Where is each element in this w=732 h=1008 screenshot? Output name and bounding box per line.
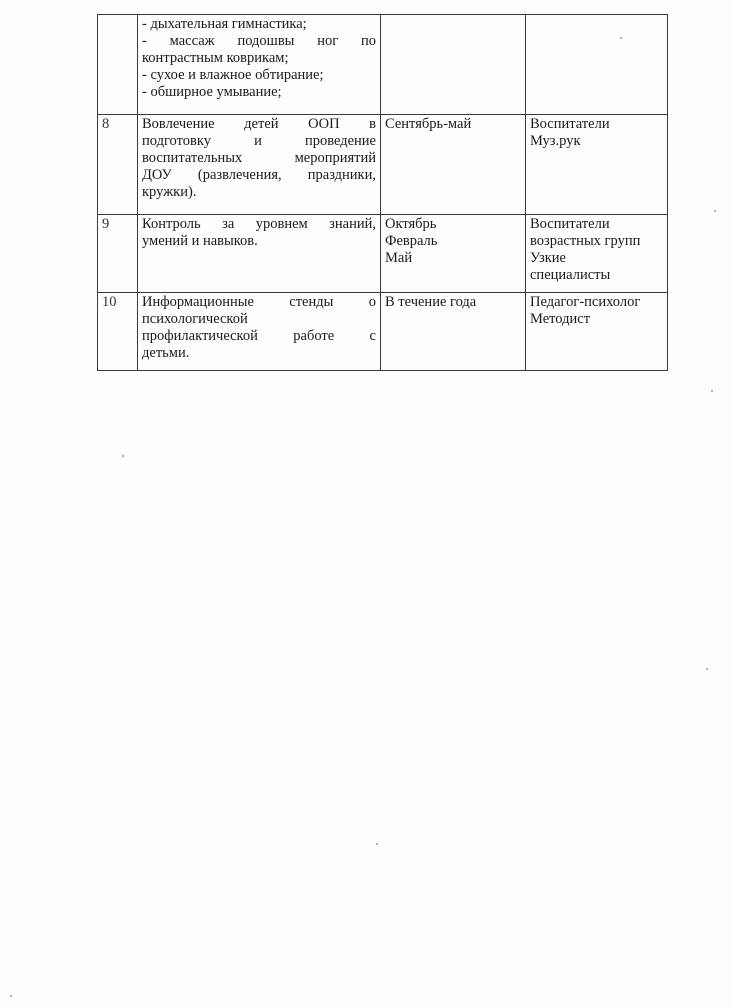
activity-line: - дыхательная гимнастика;: [142, 16, 307, 32]
responsible-cell: [526, 115, 668, 215]
responsible-line: Педагог-психолог: [530, 294, 641, 310]
activity-line: - массаж подошвы ног по: [142, 33, 376, 49]
timing-line: Сентябрь-май: [385, 116, 472, 132]
timing-cell: [381, 15, 526, 115]
timing-cell: [381, 115, 526, 215]
activity-line: - обширное умывание;: [142, 84, 282, 100]
table-row: [98, 115, 668, 215]
scan-speck: [620, 37, 622, 39]
responsible-line: специалисты: [530, 267, 611, 283]
timing-cell: [381, 215, 526, 293]
row-number-cell: 9: [98, 215, 138, 293]
scan-speck: [10, 995, 12, 997]
responsible-line: Муз.рук: [530, 133, 581, 149]
timing-cell: [381, 293, 526, 371]
activity-line: ДОУ (развлечения, праздники,: [142, 167, 376, 183]
activity-line: - сухое и влажное обтирание;: [142, 67, 324, 83]
responsible-line: Воспитатели: [530, 116, 610, 132]
responsible-line: Воспитатели: [530, 216, 610, 232]
activity-line: воспитательных мероприятий: [142, 150, 376, 166]
timing-line: Февраль: [385, 233, 438, 249]
activity-line: профилактической работе с: [142, 328, 376, 344]
row-number-cell: [98, 15, 138, 115]
activity-cell: [138, 15, 381, 115]
responsible-cell: [526, 293, 668, 371]
responsible-cell: [526, 15, 668, 115]
timing-line: В течение года: [385, 294, 477, 310]
activity-line: контрастным коврикам;: [142, 50, 289, 66]
responsible-line: Методист: [530, 311, 591, 327]
responsible-line: Узкие: [530, 250, 566, 266]
timing-line: Май: [385, 250, 413, 266]
table-row: [98, 293, 668, 371]
activity-line: Вовлечение детей ООП в: [142, 116, 376, 132]
row-number-cell: 8: [98, 115, 138, 215]
activity-cell: [138, 115, 381, 215]
row-number-cell: 10: [98, 293, 138, 371]
activity-line: психологической: [142, 311, 248, 327]
scan-speck: [711, 390, 713, 392]
table-row: [98, 215, 668, 293]
activity-line: Информационные стенды о: [142, 294, 376, 310]
table-row: [98, 15, 668, 115]
activity-line: детьми.: [142, 345, 190, 361]
activity-cell: [138, 215, 381, 293]
timing-line: Октябрь: [385, 216, 437, 232]
scan-speck: [122, 455, 124, 457]
activity-line: Контроль за уровнем знаний,: [142, 216, 376, 232]
activity-line: кружки).: [142, 184, 197, 200]
scan-speck: [706, 668, 708, 670]
scan-speck: [376, 843, 378, 845]
scan-speck: [714, 210, 716, 212]
activity-line: умений и навыков.: [142, 233, 258, 249]
responsible-line: возрастных групп: [530, 233, 641, 249]
activity-line: подготовку и проведение: [142, 133, 376, 149]
activity-plan-table: [97, 14, 668, 371]
responsible-cell: [526, 215, 668, 293]
activity-cell: [138, 293, 381, 371]
